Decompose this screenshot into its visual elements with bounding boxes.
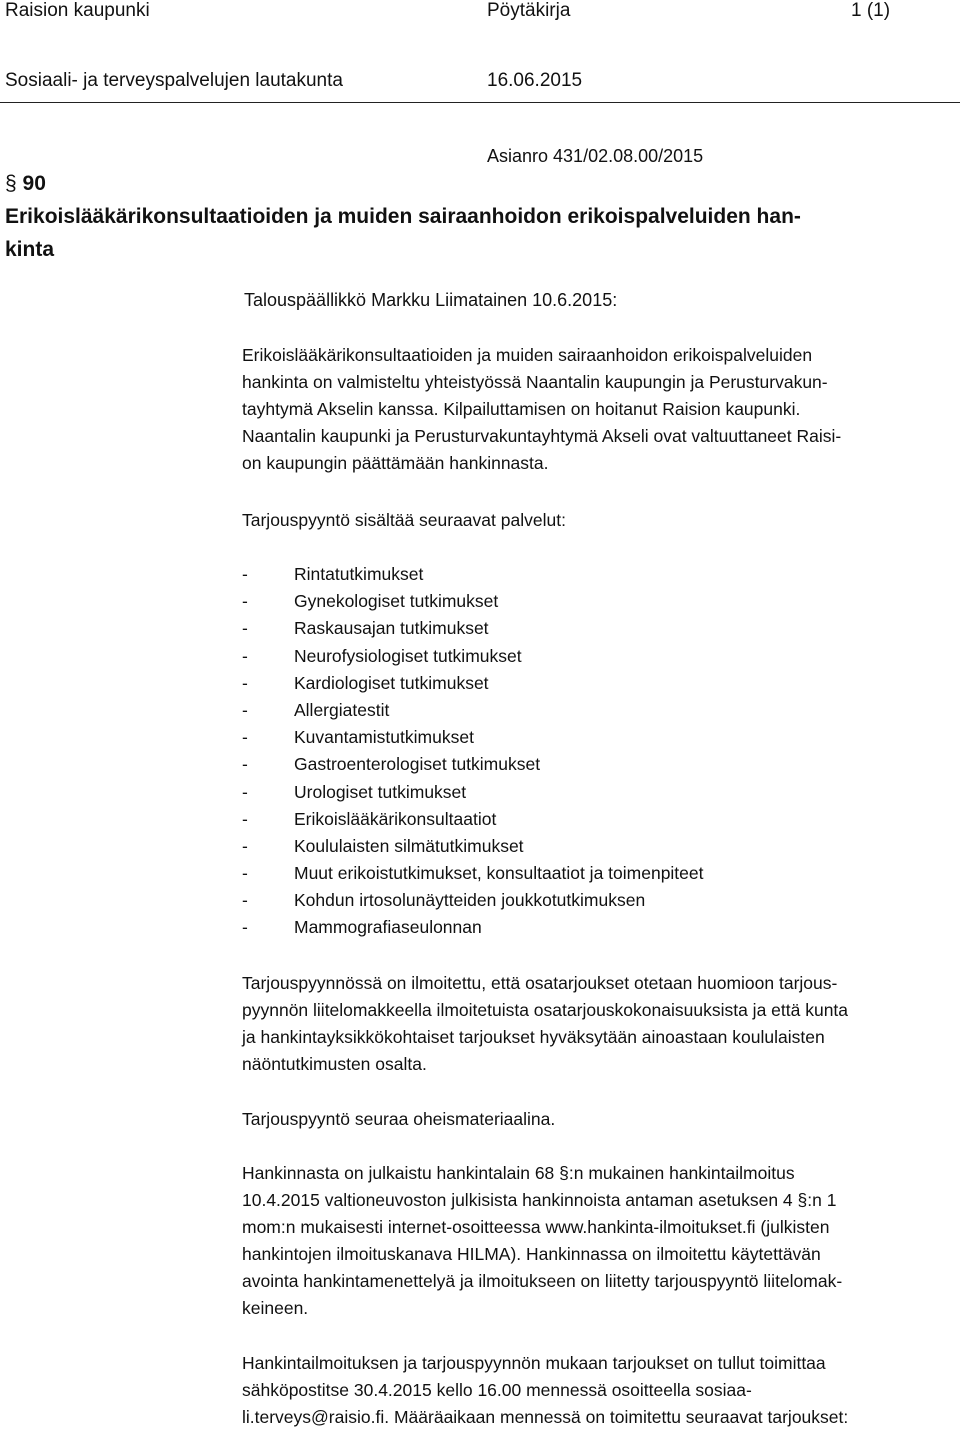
list-item-text: Neurofysiologiset tutkimukset: [294, 645, 522, 666]
paragraph-line: Tarjouspyynnössä on ilmoitettu, että osatarjoukset otetaan huomioon tarjous-: [242, 973, 838, 993]
list-item-text: Erikoislääkärikonsultaatiot: [294, 808, 497, 829]
list-item: [242, 751, 704, 778]
list-item: [242, 615, 704, 642]
list-item: [242, 806, 704, 833]
section-number-value: 90: [22, 172, 46, 195]
case-title-line: kinta: [5, 238, 55, 261]
list-item: [242, 724, 704, 751]
list-item-text: Kohdun irtosolunäytteiden joukkotutkimuksen: [294, 890, 646, 911]
paragraph-line: on kaupungin päättämään hankinnasta.: [242, 453, 549, 473]
paragraph-line: Hankintailmoituksen ja tarjouspyynnön mukaan tarjoukset on tullut toimittaa: [242, 1353, 826, 1373]
paragraph-line: ja hankintayksikkökohtaiset tarjoukset hyväksytään ainoastaan koululaisten: [242, 1027, 825, 1047]
paragraph-line: Tarjouspyyntö seuraa oheismateriaalina.: [242, 1109, 556, 1129]
paragraph-attachment: [242, 1106, 954, 1133]
paragraph-line: hankinta on valmisteltu yhteistyössä Naantalin kaupungin ja Perusturvakun-: [242, 372, 828, 392]
list-item: [242, 697, 704, 724]
list-item: [242, 833, 704, 860]
paragraph-line: Naantalin kaupunki ja Perusturvakuntayhtymä Akseli ovat valtuuttaneet Raisi-: [242, 426, 842, 446]
paragraph-line: sähköpostitse 30.4.2015 kello 16.00 mennessä osoitteella sosiaa-: [242, 1380, 752, 1400]
paragraph-line: mom:n mukaisesti internet-osoitteessa www.hankinta-ilmoitukset.fi (julkisten: [242, 1217, 830, 1237]
paragraph-line: pyynnön liitelomakkeella ilmoitetuista osatarjouskokonaisuuksista ja että kunta: [242, 1000, 849, 1020]
list-dash: -: [242, 618, 248, 639]
list-dash: -: [242, 727, 248, 748]
paragraph-line: tayhtymä Akselin kanssa. Kilpailuttamisen on hoitanut Raision kaupunki.: [242, 399, 801, 419]
paragraph-line: hankintojen ilmoituskanava HILMA). Hankinnassa on ilmoitettu käytettävän: [242, 1244, 821, 1264]
list-item: [242, 643, 704, 670]
document-type: Pöytäkirja: [487, 0, 571, 21]
services-intro: Tarjouspyyntö sisältää seuraavat palvelut:: [242, 510, 566, 530]
list-dash: -: [242, 645, 248, 666]
paragraph-line: Hankinnasta on julkaistu hankintalain 68 §:n mukainen hankintailmoitus: [242, 1163, 795, 1183]
page-number: 1 (1): [851, 0, 891, 21]
list-dash: -: [242, 564, 248, 584]
paragraph-background: [242, 342, 954, 477]
list-item-text: Gynekologiset tutkimukset: [294, 591, 499, 612]
case-title-line: Erikoislääkärikonsultaatioiden ja muiden sairaanhoidon erikoispalveluiden han-: [5, 205, 801, 228]
list-dash: -: [242, 672, 248, 693]
list-dash: -: [242, 591, 248, 612]
list-item-text: Allergiatestit: [294, 699, 390, 720]
list-item-text: Gastroenterologiset tutkimukset: [294, 754, 541, 775]
list-dash: -: [242, 917, 248, 938]
list-dash: -: [242, 890, 248, 911]
presenter-line: Talouspäällikkö Markku Liimatainen 10.6.2015:: [244, 290, 618, 310]
list-item-text: Urologiset tutkimukset: [294, 781, 467, 802]
list-dash: -: [242, 835, 248, 856]
section-number: [5, 172, 46, 196]
list-item: [242, 860, 704, 887]
paragraph-line: li.terveys@raisio.fi. Määräaikaan mennessä on toimitettu seuraavat tarjoukset:: [242, 1407, 849, 1427]
paragraph-submission: [242, 1350, 954, 1431]
list-item: [242, 779, 704, 806]
paragraph-line: Erikoislääkärikonsultaatioiden ja muiden sairaanhoidon erikoispalveluiden: [242, 345, 813, 365]
meeting-date: 16.06.2015: [487, 70, 583, 91]
list-dash: -: [242, 781, 248, 802]
list-item: [242, 561, 704, 588]
list-dash: -: [242, 808, 248, 829]
paragraph-publication: [242, 1160, 954, 1322]
organization-name: Raision kaupunki: [5, 0, 150, 21]
list-dash: -: [242, 863, 248, 884]
committee-name: Sosiaali- ja terveyspalvelujen lautakunta: [5, 70, 343, 91]
header-divider: [0, 102, 960, 103]
section-symbol: §: [5, 172, 17, 195]
list-item: [242, 588, 704, 615]
list-item: [242, 914, 704, 941]
paragraph-partial-offers: [242, 970, 954, 1078]
paragraph-line: avointa hankintamenettelyä ja ilmoitukseen on liitetty tarjouspyyntö liitelomak-: [242, 1271, 843, 1291]
case-title: [5, 200, 801, 266]
list-item-text: Koululaisten silmätutkimukset: [294, 835, 524, 856]
list-item-text: Kuvantamistutkimukset: [294, 727, 474, 748]
list-item: [242, 670, 704, 697]
paragraph-line: 10.4.2015 valtioneuvoston julkisista hankinnoista antaman asetuksen 4 §:n 1: [242, 1190, 837, 1210]
list-item-text: Mammografiaseulonnan: [294, 917, 482, 938]
case-reference: Asianro 431/02.08.00/2015: [487, 146, 704, 166]
list-item: [242, 887, 704, 914]
list-item-text: Raskausajan tutkimukset: [294, 618, 489, 639]
list-item-text: Rintatutkimukset: [294, 564, 424, 584]
list-dash: -: [242, 699, 248, 720]
paragraph-line: keineen.: [242, 1298, 309, 1318]
list-item-text: Muut erikoistutkimukset, konsultaatiot ja toimenpiteet: [294, 863, 704, 884]
services-list: [242, 561, 704, 942]
list-dash: -: [242, 754, 248, 775]
list-item-text: Kardiologiset tutkimukset: [294, 672, 489, 693]
paragraph-line: näöntutkimusten osalta.: [242, 1054, 427, 1074]
